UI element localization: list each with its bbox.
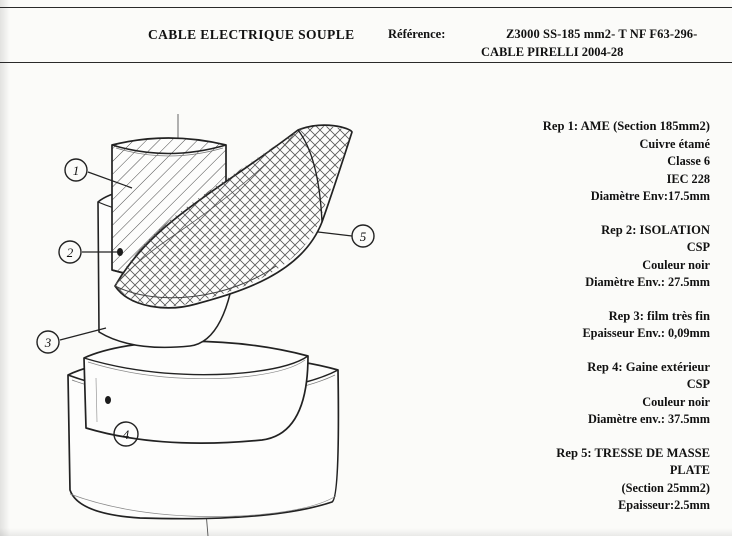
callout-1-label: 1: [72, 163, 80, 178]
legend-line: Rep 2: ISOLATION: [601, 222, 710, 237]
cable-cutaway-drawing: [0, 70, 430, 536]
header-rule-bottom: [0, 62, 732, 63]
legend-line: Couleur noir: [642, 257, 710, 272]
page-title: CABLE ELECTRIQUE SOUPLE: [148, 27, 355, 42]
legend-line: Rep 1: AME (Section 185mm2): [542, 119, 710, 133]
legend-line: Epaisseur:2.5mm: [618, 498, 710, 512]
callout-4-label: 4: [122, 427, 130, 442]
callout-5: [318, 225, 374, 247]
legend-line: Epaisseur Env.: 0,09mm: [582, 326, 710, 340]
legend-line: Rep 3: film très fin: [608, 308, 710, 323]
reference-label: Référence:: [388, 27, 446, 41]
legend-group-rep-1: [410, 118, 710, 206]
legend-line: Diamètre Env:17.5mm: [590, 189, 710, 203]
legend-line: Diamètre Env.: 27.5mm: [585, 275, 710, 289]
specification-legend: [410, 118, 710, 531]
legend-group-rep-4: [410, 359, 710, 429]
reference-value: Z3000 SS-185 mm2- T NF F63-296-: [506, 27, 698, 41]
layer-3-thin-film: [84, 341, 308, 443]
legend-line: Couleur noir: [642, 394, 710, 409]
legend-line: Cuivre étamé: [639, 136, 710, 151]
legend-line: Rep 4: Gaine extérieur: [587, 359, 710, 374]
header: [0, 12, 732, 60]
legend-group-rep-3: [410, 308, 710, 343]
legend-line: (Section 25mm2): [621, 480, 710, 495]
legend-line: Diamètre env.: 37.5mm: [587, 412, 710, 426]
legend-group-rep-2: [410, 222, 710, 292]
legend-line: Classe 6: [667, 154, 710, 168]
legend-line: CSP: [686, 240, 710, 254]
legend-line: IEC 228: [666, 171, 710, 186]
legend-line: Rep 5: TRESSE DE MASSE: [556, 445, 710, 460]
header-subtitle: CABLE PIRELLI 2004-28: [481, 45, 624, 59]
callout-3: [37, 328, 106, 353]
callout-3-label: 3: [44, 335, 52, 350]
header-rule-top: [0, 7, 732, 8]
legend-line: CSP: [686, 377, 710, 391]
legend-line: PLATE: [669, 463, 710, 477]
callout-2-label: 2: [66, 245, 74, 260]
legend-group-rep-5: [410, 445, 710, 515]
callout-5-label: 5: [359, 229, 367, 244]
